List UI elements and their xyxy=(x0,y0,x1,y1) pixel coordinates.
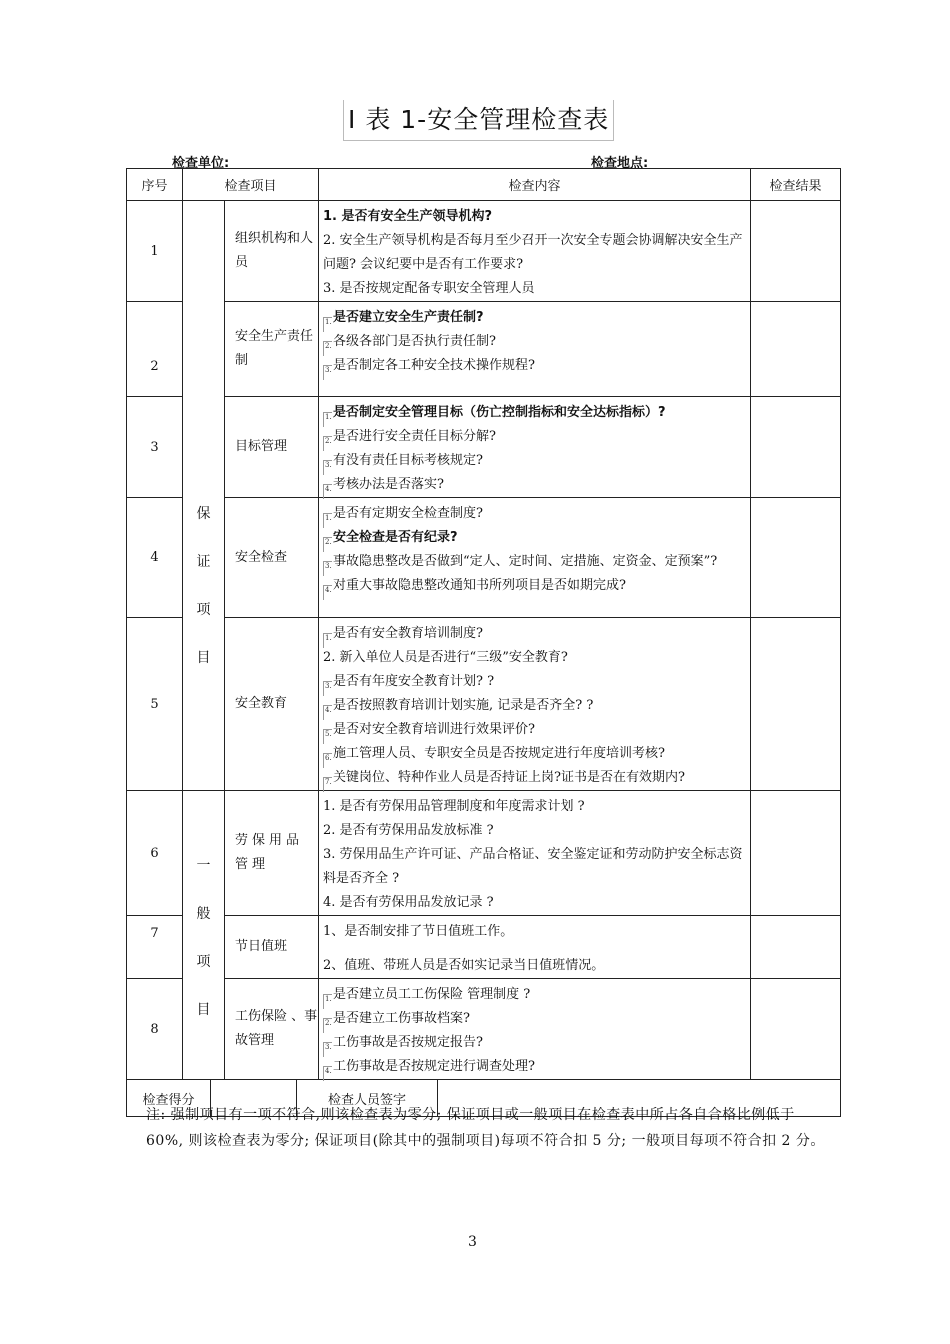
line-number-marker: 5. xyxy=(323,729,332,744)
row-seq: 7 xyxy=(127,916,183,979)
row-item: 劳保用品管理 xyxy=(225,791,319,916)
row-item: 目标管理 xyxy=(225,397,319,498)
line-text: 考核办法是否落实? xyxy=(333,477,444,492)
table-row xyxy=(127,979,841,1080)
line-number-marker: 1. xyxy=(323,412,332,427)
content-line xyxy=(323,819,746,843)
line-number-marker: 2. xyxy=(323,341,332,356)
content-line xyxy=(323,766,746,790)
guarantee-group-char: 保 xyxy=(196,505,211,522)
inspection-location-label: 检查地点: xyxy=(591,156,649,171)
row-content xyxy=(319,201,751,302)
result-cell[interactable] xyxy=(751,916,841,979)
line-text: 3. 是否按规定配备专职安全管理人员 xyxy=(323,281,535,296)
page-number: 3 xyxy=(468,1234,477,1250)
content-line xyxy=(323,1031,746,1055)
content-line xyxy=(323,718,746,742)
line-number-marker: 3. xyxy=(323,561,332,576)
line-number-marker: 4. xyxy=(323,585,332,600)
content-line xyxy=(323,229,746,277)
guarantee-group-char: 项 xyxy=(196,601,211,618)
row-content xyxy=(319,979,751,1080)
content-line xyxy=(323,944,746,954)
line-text: 4. 是否有劳保用品发放记录 ? xyxy=(323,895,494,910)
content-line xyxy=(323,694,746,718)
result-cell[interactable] xyxy=(751,201,841,302)
content-line xyxy=(323,891,746,915)
line-text: 各级各部门是否执行责任制? xyxy=(333,334,496,349)
row-seq: 4 xyxy=(127,498,183,618)
content-line xyxy=(323,920,746,944)
row-seq: 1 xyxy=(127,201,183,302)
line-number-marker: 3. xyxy=(323,460,332,475)
row-item: 安全检查 xyxy=(225,498,319,618)
content-line xyxy=(323,526,746,550)
general-group-char: 目 xyxy=(196,1002,211,1018)
content-line xyxy=(323,622,746,646)
result-cell[interactable] xyxy=(751,302,841,397)
row-seq: 3 xyxy=(127,397,183,498)
line-number-marker: 3. xyxy=(323,681,332,696)
row-content xyxy=(319,791,751,916)
table-row xyxy=(127,618,841,791)
header-result: 检查结果 xyxy=(751,169,841,201)
inspection-unit-label: 检查单位: xyxy=(172,156,230,171)
line-number-marker: 6. xyxy=(323,753,332,768)
content-line xyxy=(323,646,746,670)
footnote: 注: 强制项目有一项不符合,则该检查表为零分; 保证项目或一般项目在检查表中所占各自合格比例低于 60%, 则该检查表为零分; 保证项目(除其中的强制项目)每项不符合扣 5 分; 一般项目每项不符合扣 2 分。 xyxy=(146,1107,825,1149)
table-row xyxy=(127,916,841,979)
content-line xyxy=(323,354,746,378)
general-group-cell xyxy=(183,791,225,1080)
row-item: 节日值班 xyxy=(225,916,319,979)
checklist-table xyxy=(126,168,841,1117)
line-text: 安全检查是否有纪录? xyxy=(333,530,458,545)
line-text: 是否按照教育培训计划实施, 记录是否齐全? ? xyxy=(333,698,594,713)
content-line xyxy=(323,550,746,574)
table-row xyxy=(127,397,841,498)
line-text: 是否有年度安全教育计划? ? xyxy=(333,674,495,689)
content-line xyxy=(323,843,746,891)
score-label: 检查得分 xyxy=(127,1080,211,1116)
content-line xyxy=(323,425,746,449)
line-text: 1、是否制安排了节日值班工作。 xyxy=(323,924,514,939)
table-row xyxy=(127,201,841,302)
line-number-marker: 1. xyxy=(323,633,332,648)
line-text: 是否建立工伤事故档案? xyxy=(333,1011,470,1026)
content-line xyxy=(323,574,746,598)
line-text: 是否对安全教育培训进行效果评价? xyxy=(333,722,535,737)
row-seq: 5 xyxy=(127,618,183,791)
line-number-marker: 2. xyxy=(323,537,332,552)
row-item: 工伤保险 、事故管理 xyxy=(225,979,319,1080)
line-text: 2. 安全生产领导机构是否每月至少召开一次安全专题会协调解决安全生产问题? 会议纪要中是否有工作要求? xyxy=(323,233,743,272)
line-text: 是否制定安全管理目标（伤亡控制指标和安全达标指标）? xyxy=(333,405,666,420)
line-number-marker: 4. xyxy=(323,705,332,720)
line-number-marker: 3. xyxy=(323,365,332,380)
content-line xyxy=(323,983,746,1007)
line-number-marker: 2. xyxy=(323,436,332,451)
line-number-marker: 3. xyxy=(323,1042,332,1057)
guarantee-group-char: 目 xyxy=(196,649,211,666)
result-cell[interactable] xyxy=(751,498,841,618)
table-row xyxy=(127,498,841,618)
content-line xyxy=(323,205,746,229)
content-line xyxy=(323,401,746,425)
result-cell[interactable] xyxy=(751,397,841,498)
content-line xyxy=(323,954,746,978)
content-line xyxy=(323,670,746,694)
line-text: 1. 是否有劳保用品管理制度和年度需求计划 ? xyxy=(323,799,585,814)
guarantee-group-cell xyxy=(183,201,225,791)
row-seq: 2 xyxy=(127,302,183,397)
row-item: 安全教育 xyxy=(225,618,319,791)
page-title: I 表 1-安全管理检查表 xyxy=(343,100,614,141)
line-number-marker: 4. xyxy=(323,484,332,499)
content-line xyxy=(323,449,746,473)
general-group-char: 一 xyxy=(196,858,211,874)
header-seq: 序号 xyxy=(127,169,183,201)
line-text: 事故隐患整改是否做到“定人、定时间、定措施、定资金、定预案”? xyxy=(333,554,718,569)
line-text: 有没有责任目标考核规定? xyxy=(333,453,483,468)
row-content xyxy=(319,397,751,498)
line-text: 工伤事故是否按规定进行调查处理? xyxy=(333,1059,535,1074)
content-line xyxy=(323,1055,746,1079)
line-text: 2. 是否有劳保用品发放标准 ? xyxy=(323,823,494,838)
row-seq: 6 xyxy=(127,791,183,916)
result-cell[interactable] xyxy=(751,618,841,791)
row-seq: 8 xyxy=(127,979,183,1080)
row-content xyxy=(319,302,751,397)
content-line xyxy=(323,742,746,766)
content-line xyxy=(323,306,746,330)
line-text: 工伤事故是否按规定报告? xyxy=(333,1035,483,1050)
line-text: 对重大事故隐患整改通知书所列项目是否如期完成? xyxy=(333,578,626,593)
line-text: 1. 是否有安全生产领导机构? xyxy=(323,209,493,224)
line-text: 2. 新入单位人员是否进行“三级”安全教育? xyxy=(323,650,568,665)
line-text: 是否建立员工工伤保险 管理制度 ? xyxy=(333,987,531,1002)
row-item: 安全生产责任制 xyxy=(225,302,319,397)
line-text: 关键岗位、特种作业人员是否持证上岗?证书是否在有效期内? xyxy=(333,770,685,785)
content-line xyxy=(323,795,746,819)
line-text: 2、值班、带班人员是否如实记录当日值班情况。 xyxy=(323,958,605,973)
content-line xyxy=(323,473,746,497)
line-number-marker: 1. xyxy=(323,513,332,528)
content-line xyxy=(323,330,746,354)
row-item: 组织机构和人员 xyxy=(225,201,319,302)
line-text: 是否有定期安全检查制度? xyxy=(333,506,483,521)
line-text: 是否制定各工种安全技术操作规程? xyxy=(333,358,535,373)
general-group-char: 项 xyxy=(196,954,211,970)
header-content: 检查内容 xyxy=(319,169,751,201)
line-number-marker: 1. xyxy=(323,317,332,332)
line-text: 施工管理人员、专职安全员是否按规定进行年度培训考核? xyxy=(333,746,665,761)
line-number-marker: 7. xyxy=(323,777,332,792)
header-item: 检查项目 xyxy=(183,169,319,201)
line-number-marker: 2. xyxy=(323,1018,332,1033)
result-cell[interactable] xyxy=(751,979,841,1080)
line-number-marker: 4. xyxy=(323,1066,332,1081)
line-text: 是否进行安全责任目标分解? xyxy=(333,429,496,444)
line-number-marker: 1. xyxy=(323,994,332,1009)
content-line xyxy=(323,277,746,301)
table-row xyxy=(127,791,841,916)
line-text: 是否建立安全生产责任制? xyxy=(333,310,484,325)
line-text: 是否有安全教育培训制度? xyxy=(333,626,483,641)
content-line xyxy=(323,1007,746,1031)
row-content xyxy=(319,498,751,618)
signature-label: 检查人员签字 xyxy=(297,1080,438,1116)
content-line xyxy=(323,502,746,526)
table-row xyxy=(127,302,841,397)
row-content xyxy=(319,618,751,791)
line-text: 3. 劳保用品生产许可证、产品合格证、安全鉴定证和劳动防护安全标志资料是否齐全 ? xyxy=(323,847,743,886)
result-cell[interactable] xyxy=(751,791,841,916)
guarantee-group-char: 证 xyxy=(196,553,211,570)
row-content xyxy=(319,916,751,979)
general-group-char: 般 xyxy=(196,906,211,922)
